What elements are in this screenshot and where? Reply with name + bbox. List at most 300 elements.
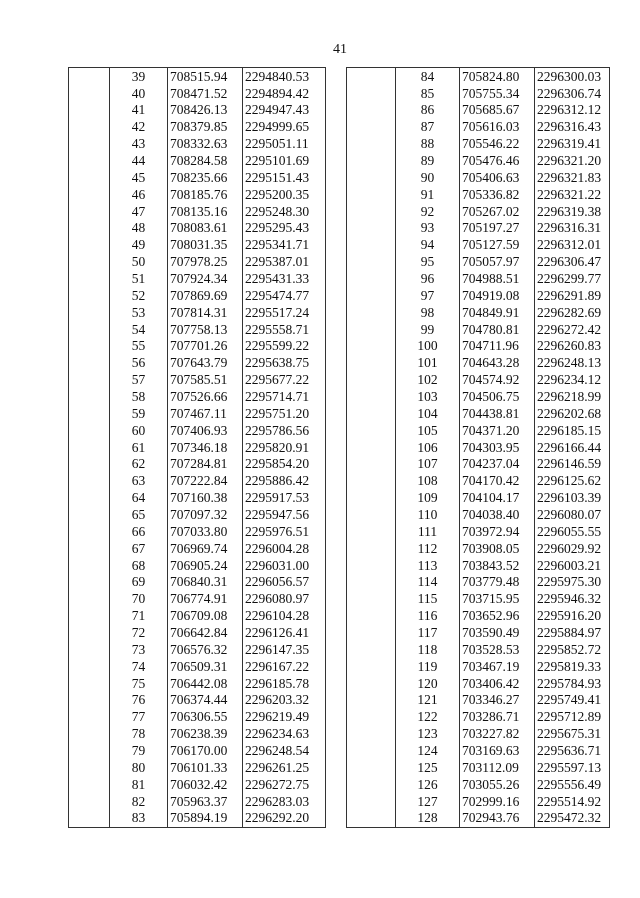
x-coordinate-cell: 707585.51 <box>168 371 243 388</box>
table-row <box>69 102 326 119</box>
point-number-cell: 50 <box>110 253 168 270</box>
y-coordinate-cell: 2296103.39 <box>535 489 610 506</box>
y-coordinate-cell: 2295946.32 <box>535 591 610 608</box>
table-row <box>347 776 610 793</box>
y-coordinate-cell: 2296080.07 <box>535 506 610 523</box>
y-coordinate-cell: 2296299.77 <box>535 270 610 287</box>
x-coordinate-cell: 704643.28 <box>460 355 535 372</box>
blank-cell <box>347 102 396 119</box>
point-number-cell: 94 <box>396 237 460 254</box>
blank-cell <box>69 355 110 372</box>
x-coordinate-cell: 707222.84 <box>168 473 243 490</box>
x-coordinate-cell: 703843.52 <box>460 557 535 574</box>
y-coordinate-cell: 2295387.01 <box>243 253 326 270</box>
x-coordinate-cell: 703779.48 <box>460 574 535 591</box>
table-row <box>347 439 610 456</box>
x-coordinate-cell: 704574.92 <box>460 371 535 388</box>
blank-cell <box>347 608 396 625</box>
y-coordinate-cell: 2296166.44 <box>535 439 610 456</box>
point-number-cell: 104 <box>396 405 460 422</box>
table-row <box>69 237 326 254</box>
blank-cell <box>347 169 396 186</box>
table-row <box>69 591 326 608</box>
blank-cell <box>347 776 396 793</box>
point-number-cell: 49 <box>110 237 168 254</box>
point-number-cell: 123 <box>396 726 460 743</box>
blank-cell <box>69 371 110 388</box>
table-row <box>69 608 326 625</box>
y-coordinate-cell: 2296291.89 <box>535 287 610 304</box>
table-row <box>69 624 326 641</box>
point-number-cell: 95 <box>396 253 460 270</box>
x-coordinate-cell: 703406.42 <box>460 675 535 692</box>
table-row <box>347 388 610 405</box>
x-coordinate-cell: 703467.19 <box>460 658 535 675</box>
blank-cell <box>69 557 110 574</box>
point-number-cell: 88 <box>396 135 460 152</box>
y-coordinate-cell: 2295514.92 <box>535 793 610 810</box>
point-number-cell: 47 <box>110 203 168 220</box>
x-coordinate-cell: 707284.81 <box>168 456 243 473</box>
point-number-cell: 116 <box>396 608 460 625</box>
y-coordinate-cell: 2296126.41 <box>243 624 326 641</box>
table-row <box>347 220 610 237</box>
blank-cell <box>69 186 110 203</box>
x-coordinate-cell: 708031.35 <box>168 237 243 254</box>
point-number-cell: 67 <box>110 540 168 557</box>
blank-cell <box>69 675 110 692</box>
point-number-cell: 87 <box>396 119 460 136</box>
x-coordinate-cell: 702943.76 <box>460 810 535 827</box>
y-coordinate-cell: 2296312.01 <box>535 237 610 254</box>
y-coordinate-cell: 2296234.63 <box>243 726 326 743</box>
x-coordinate-cell: 703112.09 <box>460 759 535 776</box>
y-coordinate-cell: 2296272.75 <box>243 776 326 793</box>
point-number-cell: 72 <box>110 624 168 641</box>
x-coordinate-cell: 706642.84 <box>168 624 243 641</box>
y-coordinate-cell: 2296306.47 <box>535 253 610 270</box>
y-coordinate-cell: 2296319.38 <box>535 203 610 220</box>
table-row <box>347 135 610 152</box>
table-row <box>69 186 326 203</box>
x-coordinate-cell: 704438.81 <box>460 405 535 422</box>
y-coordinate-cell: 2296321.22 <box>535 186 610 203</box>
x-coordinate-cell: 705127.59 <box>460 237 535 254</box>
y-coordinate-cell: 2296282.69 <box>535 304 610 321</box>
point-number-cell: 89 <box>396 152 460 169</box>
x-coordinate-cell: 708426.13 <box>168 102 243 119</box>
page-number: 41 <box>333 42 347 57</box>
table-row <box>347 371 610 388</box>
point-number-cell: 58 <box>110 388 168 405</box>
table-row <box>69 675 326 692</box>
point-number-cell: 59 <box>110 405 168 422</box>
x-coordinate-cell: 708471.52 <box>168 85 243 102</box>
blank-cell <box>69 152 110 169</box>
point-number-cell: 96 <box>396 270 460 287</box>
y-coordinate-cell: 2296321.20 <box>535 152 610 169</box>
blank-cell <box>69 742 110 759</box>
y-coordinate-cell: 2296104.28 <box>243 608 326 625</box>
table-row <box>69 287 326 304</box>
x-coordinate-cell: 703169.63 <box>460 742 535 759</box>
x-coordinate-cell: 708083.61 <box>168 220 243 237</box>
y-coordinate-cell: 2296185.15 <box>535 422 610 439</box>
table-row <box>347 473 610 490</box>
x-coordinate-cell: 708284.58 <box>168 152 243 169</box>
y-coordinate-cell: 2296080.97 <box>243 591 326 608</box>
table-row <box>69 641 326 658</box>
point-number-cell: 41 <box>110 102 168 119</box>
y-coordinate-cell: 2296055.55 <box>535 523 610 540</box>
x-coordinate-cell: 707346.18 <box>168 439 243 456</box>
x-coordinate-cell: 705406.63 <box>460 169 535 186</box>
y-coordinate-cell: 2295341.71 <box>243 237 326 254</box>
y-coordinate-cell: 2296003.21 <box>535 557 610 574</box>
y-coordinate-cell: 2296203.32 <box>243 692 326 709</box>
x-coordinate-cell: 704780.81 <box>460 321 535 338</box>
table-row <box>347 591 610 608</box>
table-row <box>69 135 326 152</box>
blank-cell <box>69 220 110 237</box>
blank-cell <box>347 591 396 608</box>
table-row <box>347 523 610 540</box>
table-row <box>69 523 326 540</box>
blank-cell <box>347 574 396 591</box>
x-coordinate-cell: 707097.32 <box>168 506 243 523</box>
point-number-cell: 53 <box>110 304 168 321</box>
point-number-cell: 119 <box>396 658 460 675</box>
blank-cell <box>69 523 110 540</box>
point-number-cell: 77 <box>110 709 168 726</box>
x-coordinate-cell: 708515.94 <box>168 68 243 85</box>
blank-cell <box>347 355 396 372</box>
y-coordinate-cell: 2296319.41 <box>535 135 610 152</box>
point-number-cell: 113 <box>396 557 460 574</box>
y-coordinate-cell: 2295151.43 <box>243 169 326 186</box>
y-coordinate-cell: 2295474.77 <box>243 287 326 304</box>
point-number-cell: 65 <box>110 506 168 523</box>
y-coordinate-cell: 2295854.20 <box>243 456 326 473</box>
blank-cell <box>347 793 396 810</box>
table-row <box>347 793 610 810</box>
table-row <box>69 540 326 557</box>
table-row <box>69 658 326 675</box>
table-row <box>69 119 326 136</box>
point-number-cell: 73 <box>110 641 168 658</box>
table-row <box>347 68 610 85</box>
x-coordinate-cell: 706374.44 <box>168 692 243 709</box>
blank-cell <box>347 624 396 641</box>
table-row <box>347 405 610 422</box>
blank-cell <box>347 692 396 709</box>
y-coordinate-cell: 2296147.35 <box>243 641 326 658</box>
point-number-cell: 114 <box>396 574 460 591</box>
table-row <box>347 119 610 136</box>
point-number-cell: 45 <box>110 169 168 186</box>
blank-cell <box>347 135 396 152</box>
x-coordinate-cell: 704371.20 <box>460 422 535 439</box>
x-coordinate-cell: 707643.79 <box>168 355 243 372</box>
blank-cell <box>347 237 396 254</box>
y-coordinate-cell: 2296234.12 <box>535 371 610 388</box>
x-coordinate-cell: 706576.32 <box>168 641 243 658</box>
x-coordinate-cell: 707406.93 <box>168 422 243 439</box>
y-coordinate-cell: 2295852.72 <box>535 641 610 658</box>
point-number-cell: 105 <box>396 422 460 439</box>
y-coordinate-cell: 2296167.22 <box>243 658 326 675</box>
y-coordinate-cell: 2295597.13 <box>535 759 610 776</box>
point-number-cell: 54 <box>110 321 168 338</box>
y-coordinate-cell: 2296260.83 <box>535 338 610 355</box>
x-coordinate-cell: 707814.31 <box>168 304 243 321</box>
point-number-cell: 55 <box>110 338 168 355</box>
x-coordinate-cell: 705336.82 <box>460 186 535 203</box>
table-row <box>347 186 610 203</box>
y-coordinate-cell: 2295556.49 <box>535 776 610 793</box>
x-coordinate-cell: 708185.76 <box>168 186 243 203</box>
point-number-cell: 93 <box>396 220 460 237</box>
table-row <box>69 742 326 759</box>
blank-cell <box>69 506 110 523</box>
point-number-cell: 52 <box>110 287 168 304</box>
coordinate-table-right <box>346 67 610 828</box>
y-coordinate-cell: 2295472.32 <box>535 810 610 827</box>
y-coordinate-cell: 2296219.49 <box>243 709 326 726</box>
x-coordinate-cell: 706442.08 <box>168 675 243 692</box>
blank-cell <box>69 237 110 254</box>
x-coordinate-cell: 703528.53 <box>460 641 535 658</box>
table-row <box>347 169 610 186</box>
table-row <box>69 220 326 237</box>
point-number-cell: 124 <box>396 742 460 759</box>
point-number-cell: 98 <box>396 304 460 321</box>
x-coordinate-cell: 704506.75 <box>460 388 535 405</box>
blank-cell <box>347 287 396 304</box>
table-row <box>347 810 610 827</box>
table-row <box>347 338 610 355</box>
x-coordinate-cell: 704303.95 <box>460 439 535 456</box>
blank-cell <box>69 253 110 270</box>
point-number-cell: 40 <box>110 85 168 102</box>
table-row <box>69 456 326 473</box>
y-coordinate-cell: 2295517.24 <box>243 304 326 321</box>
table-row <box>69 203 326 220</box>
table-row <box>69 371 326 388</box>
table-row <box>69 68 326 85</box>
table-row <box>347 321 610 338</box>
point-number-cell: 83 <box>110 810 168 827</box>
blank-cell <box>69 68 110 85</box>
blank-cell <box>69 489 110 506</box>
table-row <box>69 85 326 102</box>
point-number-cell: 84 <box>396 68 460 85</box>
point-number-cell: 90 <box>396 169 460 186</box>
blank-cell <box>69 759 110 776</box>
table-row <box>347 237 610 254</box>
point-number-cell: 62 <box>110 456 168 473</box>
blank-cell <box>69 793 110 810</box>
table-row <box>347 355 610 372</box>
blank-cell <box>347 759 396 776</box>
y-coordinate-cell: 2296056.57 <box>243 574 326 591</box>
y-coordinate-cell: 2296321.83 <box>535 169 610 186</box>
table-row <box>347 489 610 506</box>
table-row <box>69 253 326 270</box>
blank-cell <box>69 135 110 152</box>
blank-cell <box>347 270 396 287</box>
blank-cell <box>347 203 396 220</box>
table-row <box>347 675 610 692</box>
blank-cell <box>347 726 396 743</box>
point-number-cell: 118 <box>396 641 460 658</box>
table-row <box>69 355 326 372</box>
x-coordinate-cell: 705546.22 <box>460 135 535 152</box>
table-row <box>69 405 326 422</box>
y-coordinate-cell: 2295819.33 <box>535 658 610 675</box>
blank-cell <box>69 624 110 641</box>
point-number-cell: 82 <box>110 793 168 810</box>
table-row <box>347 709 610 726</box>
table-row <box>347 506 610 523</box>
y-coordinate-cell: 2295599.22 <box>243 338 326 355</box>
y-coordinate-cell: 2296029.92 <box>535 540 610 557</box>
point-number-cell: 125 <box>396 759 460 776</box>
y-coordinate-cell: 2294999.65 <box>243 119 326 136</box>
point-number-cell: 79 <box>110 742 168 759</box>
blank-cell <box>69 658 110 675</box>
x-coordinate-cell: 702999.16 <box>460 793 535 810</box>
x-coordinate-cell: 705685.67 <box>460 102 535 119</box>
y-coordinate-cell: 2295712.89 <box>535 709 610 726</box>
y-coordinate-cell: 2294840.53 <box>243 68 326 85</box>
x-coordinate-cell: 706840.31 <box>168 574 243 591</box>
table-row <box>69 304 326 321</box>
blank-cell <box>347 675 396 692</box>
x-coordinate-cell: 704170.42 <box>460 473 535 490</box>
point-number-cell: 78 <box>110 726 168 743</box>
blank-cell <box>69 726 110 743</box>
point-number-cell: 42 <box>110 119 168 136</box>
y-coordinate-cell: 2296248.54 <box>243 742 326 759</box>
x-coordinate-cell: 703286.71 <box>460 709 535 726</box>
x-coordinate-cell: 706238.39 <box>168 726 243 743</box>
y-coordinate-cell: 2295884.97 <box>535 624 610 641</box>
blank-cell <box>69 270 110 287</box>
blank-cell <box>69 321 110 338</box>
table-row <box>69 692 326 709</box>
blank-cell <box>347 489 396 506</box>
point-number-cell: 92 <box>396 203 460 220</box>
blank-cell <box>347 439 396 456</box>
point-number-cell: 46 <box>110 186 168 203</box>
y-coordinate-cell: 2295675.31 <box>535 726 610 743</box>
y-coordinate-cell: 2295751.20 <box>243 405 326 422</box>
y-coordinate-cell: 2296300.03 <box>535 68 610 85</box>
x-coordinate-cell: 704104.17 <box>460 489 535 506</box>
blank-cell <box>69 810 110 827</box>
table-row <box>347 203 610 220</box>
y-coordinate-cell: 2295886.42 <box>243 473 326 490</box>
x-coordinate-cell: 707467.11 <box>168 405 243 422</box>
point-number-cell: 102 <box>396 371 460 388</box>
blank-cell <box>69 456 110 473</box>
x-coordinate-cell: 707869.69 <box>168 287 243 304</box>
table-row <box>69 169 326 186</box>
table-row <box>347 641 610 658</box>
blank-cell <box>69 692 110 709</box>
point-number-cell: 97 <box>396 287 460 304</box>
table-row <box>347 304 610 321</box>
table-row <box>347 85 610 102</box>
point-number-cell: 108 <box>396 473 460 490</box>
x-coordinate-cell: 706170.00 <box>168 742 243 759</box>
x-coordinate-cell: 706032.42 <box>168 776 243 793</box>
blank-cell <box>69 608 110 625</box>
point-number-cell: 110 <box>396 506 460 523</box>
point-number-cell: 121 <box>396 692 460 709</box>
point-number-cell: 60 <box>110 422 168 439</box>
point-number-cell: 56 <box>110 355 168 372</box>
y-coordinate-cell: 2295917.53 <box>243 489 326 506</box>
x-coordinate-cell: 704711.96 <box>460 338 535 355</box>
table-row <box>69 338 326 355</box>
x-coordinate-cell: 708332.63 <box>168 135 243 152</box>
blank-cell <box>347 709 396 726</box>
x-coordinate-cell: 704038.40 <box>460 506 535 523</box>
x-coordinate-cell: 703055.26 <box>460 776 535 793</box>
blank-cell <box>69 85 110 102</box>
point-number-cell: 74 <box>110 658 168 675</box>
point-number-cell: 64 <box>110 489 168 506</box>
y-coordinate-cell: 2295916.20 <box>535 608 610 625</box>
blank-cell <box>347 641 396 658</box>
point-number-cell: 103 <box>396 388 460 405</box>
table-row <box>347 102 610 119</box>
blank-cell <box>69 591 110 608</box>
blank-cell <box>347 119 396 136</box>
blank-cell <box>347 456 396 473</box>
table-row <box>347 624 610 641</box>
x-coordinate-cell: 705616.03 <box>460 119 535 136</box>
table-row <box>347 253 610 270</box>
y-coordinate-cell: 2296283.03 <box>243 793 326 810</box>
blank-cell <box>69 338 110 355</box>
x-coordinate-cell: 703908.05 <box>460 540 535 557</box>
table-row <box>347 152 610 169</box>
y-coordinate-cell: 2295200.35 <box>243 186 326 203</box>
y-coordinate-cell: 2295051.11 <box>243 135 326 152</box>
x-coordinate-cell: 703715.95 <box>460 591 535 608</box>
x-coordinate-cell: 706774.91 <box>168 591 243 608</box>
blank-cell <box>347 338 396 355</box>
blank-cell <box>347 388 396 405</box>
y-coordinate-cell: 2296125.62 <box>535 473 610 490</box>
point-number-cell: 115 <box>396 591 460 608</box>
x-coordinate-cell: 705197.27 <box>460 220 535 237</box>
table-row <box>347 540 610 557</box>
point-number-cell: 68 <box>110 557 168 574</box>
blank-cell <box>347 220 396 237</box>
point-number-cell: 122 <box>396 709 460 726</box>
table-row <box>347 456 610 473</box>
x-coordinate-cell: 703972.94 <box>460 523 535 540</box>
x-coordinate-cell: 705057.97 <box>460 253 535 270</box>
blank-cell <box>347 506 396 523</box>
blank-cell <box>69 709 110 726</box>
x-coordinate-cell: 706306.55 <box>168 709 243 726</box>
y-coordinate-cell: 2296272.42 <box>535 321 610 338</box>
